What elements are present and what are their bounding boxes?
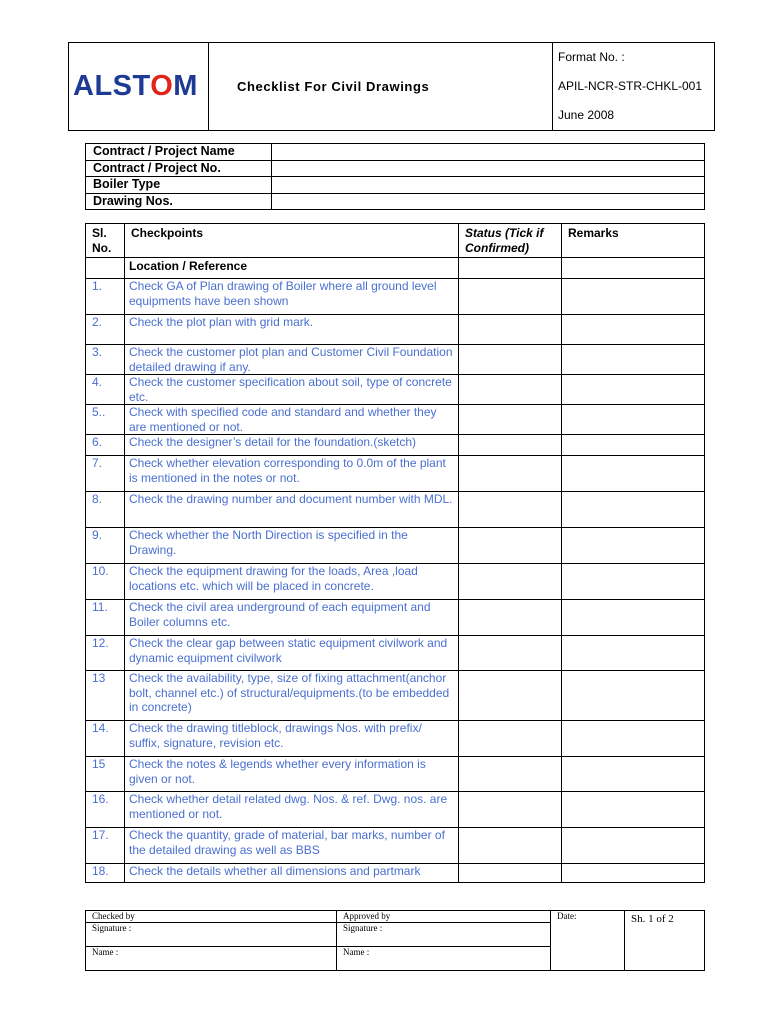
info-value[interactable]: [272, 177, 705, 194]
item-number: 16.: [86, 792, 125, 828]
item-number: 3.: [86, 345, 125, 375]
remarks-cell[interactable]: [562, 435, 705, 456]
remarks-cell[interactable]: [562, 864, 705, 883]
item-text: Check the designer’s detail for the foundation.(sketch): [125, 435, 459, 456]
item-number: 14.: [86, 721, 125, 757]
title-cell: [209, 43, 553, 131]
info-value[interactable]: [272, 193, 705, 210]
item-text: Check the details whether all dimensions and partmark: [125, 864, 459, 883]
format-label: Format No. :: [558, 50, 625, 64]
logo-cell: [69, 43, 209, 131]
remarks-cell[interactable]: [562, 492, 705, 528]
table-row: [86, 435, 705, 456]
remarks-cell[interactable]: [562, 600, 705, 636]
status-cell[interactable]: [459, 671, 562, 721]
status-cell[interactable]: [459, 435, 562, 456]
item-text: Check the clear gap between static equipment civilwork and dynamic equipment civilwork: [125, 636, 459, 671]
table-row: [86, 864, 705, 883]
status-cell[interactable]: [459, 315, 562, 345]
remarks-cell[interactable]: [562, 564, 705, 600]
project-info-table: [85, 143, 705, 210]
format-date: June 2008: [558, 108, 615, 122]
alstom-logo: ALSTOM: [73, 70, 198, 102]
checked-name-field[interactable]: Name :: [86, 947, 337, 971]
item-number: 5..: [86, 405, 125, 435]
remarks-cell[interactable]: [562, 528, 705, 564]
table-row: [86, 564, 705, 600]
table-row: [86, 792, 705, 828]
item-number: 17.: [86, 828, 125, 864]
status-cell[interactable]: [459, 528, 562, 564]
table-row: [86, 828, 705, 864]
remarks-cell[interactable]: [562, 721, 705, 757]
table-row: [86, 757, 705, 792]
remarks-cell[interactable]: [562, 757, 705, 792]
item-text: Check the drawing titleblock, drawings Nos. with prefix/ suffix, signature, revision etc.: [125, 721, 459, 757]
table-row: [86, 315, 705, 345]
status-cell[interactable]: [459, 456, 562, 492]
table-row: [86, 279, 705, 315]
status-cell[interactable]: [459, 492, 562, 528]
remarks-cell[interactable]: [562, 636, 705, 671]
item-text: Check the availability, type, size of fixing attachment(anchor bolt, channel etc.) of structural/equipments.(to be embedded in concrete): [125, 671, 459, 721]
table-row: [86, 528, 705, 564]
status-cell[interactable]: [459, 792, 562, 828]
info-value[interactable]: [272, 144, 705, 161]
format-number: APIL-NCR-STR-CHKL-001: [558, 79, 703, 93]
signature-footer: [85, 910, 705, 971]
table-row: [86, 636, 705, 671]
document-header: [68, 42, 715, 131]
item-number: 8.: [86, 492, 125, 528]
item-text: Check the quantity, grade of material, bar marks, number of the detailed drawing as well as BBS: [125, 828, 459, 864]
sheet-number: Sh. 1 of 2: [631, 913, 674, 925]
checked-signature-field[interactable]: Signature :: [86, 923, 337, 947]
remarks-cell[interactable]: [562, 828, 705, 864]
item-text: Check GA of Plan drawing of Boiler where all ground level equipments have been shown: [125, 279, 459, 315]
item-text: Check whether elevation corresponding to 0.0m of the plant is mentioned in the notes or not.: [125, 456, 459, 492]
table-row: [86, 721, 705, 757]
checklist-header-row: [86, 224, 705, 258]
table-row: [86, 600, 705, 636]
item-text: Check the drawing number and document number with MDL.: [125, 492, 459, 528]
info-label: Contract / Project No.: [86, 160, 272, 177]
remarks-cell[interactable]: [562, 792, 705, 828]
status-cell[interactable]: [459, 564, 562, 600]
info-value[interactable]: [272, 160, 705, 177]
item-text: Check the customer specification about soil, type of concrete etc.: [125, 375, 459, 405]
header-checkpoints: Checkpoints: [125, 224, 459, 258]
sheet-cell: [625, 911, 705, 971]
status-cell[interactable]: [459, 600, 562, 636]
item-number: 13: [86, 671, 125, 721]
info-row: [86, 177, 705, 194]
item-number: 11.: [86, 600, 125, 636]
item-text: Check the plot plan with grid mark.: [125, 315, 459, 345]
status-cell[interactable]: [459, 721, 562, 757]
item-number: 6.: [86, 435, 125, 456]
item-number: 4.: [86, 375, 125, 405]
remarks-cell[interactable]: [562, 315, 705, 345]
table-row: [86, 375, 705, 405]
section-row: [86, 258, 705, 279]
date-cell[interactable]: [551, 911, 625, 971]
item-number: 18.: [86, 864, 125, 883]
approved-signature-field[interactable]: Signature :: [337, 923, 551, 947]
info-row: [86, 193, 705, 210]
info-label: Boiler Type: [86, 177, 272, 194]
info-label: Contract / Project Name: [86, 144, 272, 161]
header-sl-no: Sl. No.: [86, 224, 125, 258]
item-number: 1.: [86, 279, 125, 315]
status-cell[interactable]: [459, 345, 562, 375]
info-label: Drawing Nos.: [86, 193, 272, 210]
remarks-cell[interactable]: [562, 671, 705, 721]
item-number: 2.: [86, 315, 125, 345]
status-cell[interactable]: [459, 864, 562, 883]
format-cell: [553, 43, 715, 131]
table-row: [86, 492, 705, 528]
document-title: Checklist For Civil Drawings: [237, 78, 430, 94]
table-row: [86, 345, 705, 375]
item-number: 7.: [86, 456, 125, 492]
remarks-cell[interactable]: [562, 375, 705, 405]
item-number: 12.: [86, 636, 125, 671]
remarks-cell[interactable]: [562, 279, 705, 315]
item-text: Check with specified code and standard and whether they are mentioned or not.: [125, 405, 459, 435]
status-cell[interactable]: [459, 636, 562, 671]
item-text: Check the notes & legends whether every information is given or not.: [125, 757, 459, 792]
status-cell[interactable]: [459, 405, 562, 435]
item-number: 15: [86, 757, 125, 792]
header-remarks: Remarks: [562, 224, 705, 258]
table-row: [86, 456, 705, 492]
checked-by-label: Checked by: [86, 911, 337, 923]
item-text: Check the customer plot plan and Customer Civil Foundation detailed drawing if any.: [125, 345, 459, 375]
table-row: [86, 405, 705, 435]
checklist-table: [85, 223, 705, 883]
table-row: [86, 671, 705, 721]
approved-by-label: Approved by: [337, 911, 551, 923]
remarks-cell[interactable]: [562, 405, 705, 435]
item-text: Check the civil area underground of each equipment and Boiler columns etc.: [125, 600, 459, 636]
status-cell[interactable]: [459, 375, 562, 405]
date-label: Date:: [557, 911, 577, 921]
info-row: [86, 160, 705, 177]
section-label: Location / Reference: [125, 258, 459, 279]
item-text: Check whether detail related dwg. Nos. & ref. Dwg. nos. are mentioned or not.: [125, 792, 459, 828]
item-number: 9.: [86, 528, 125, 564]
remarks-cell[interactable]: [562, 345, 705, 375]
header-status: Status (Tick if Confirmed): [459, 224, 562, 258]
remarks-cell[interactable]: [562, 456, 705, 492]
status-cell[interactable]: [459, 279, 562, 315]
info-row: [86, 144, 705, 161]
item-text: Check whether the North Direction is specified in the Drawing.: [125, 528, 459, 564]
approved-name-field[interactable]: Name :: [337, 947, 551, 971]
item-text: Check the equipment drawing for the loads, Area ,load locations etc. which will be placed in concrete.: [125, 564, 459, 600]
item-number: 10.: [86, 564, 125, 600]
status-cell[interactable]: [459, 828, 562, 864]
status-cell[interactable]: [459, 757, 562, 792]
